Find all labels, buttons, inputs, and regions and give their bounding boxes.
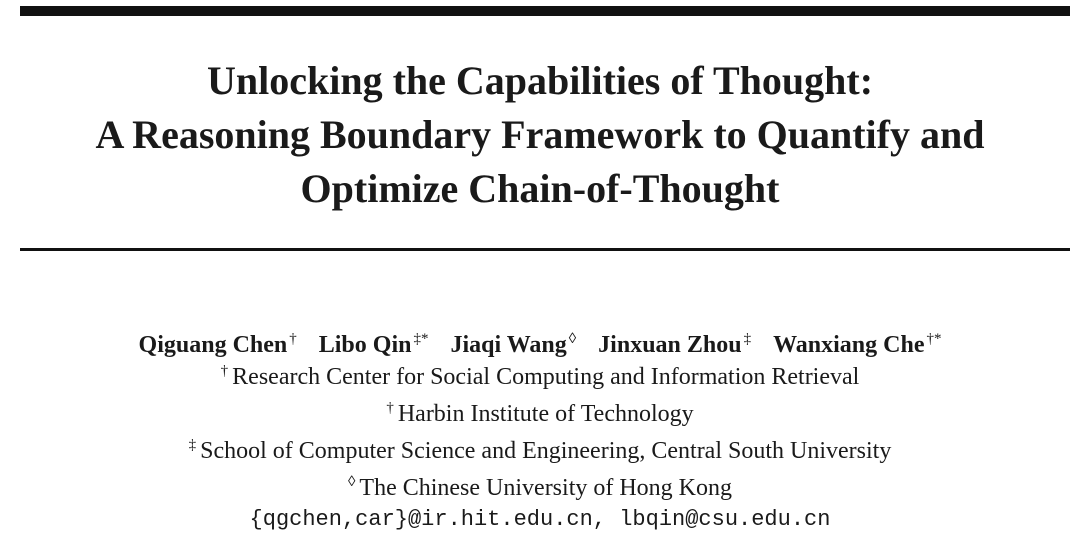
affiliation-text: Harbin Institute of Technology <box>397 401 694 427</box>
paper-title <box>0 54 1080 216</box>
affiliation-text: Research Center for Social Computing and Information Retrieval <box>232 364 860 390</box>
affiliation-mark: † <box>220 363 229 379</box>
author-affiliation-marks: † <box>289 331 297 347</box>
title-line-1: Unlocking the Capabilities of Thought: <box>206 58 874 103</box>
author-affiliation-marks: ◊ <box>568 331 577 347</box>
affiliation-mark: ‡ <box>188 437 197 453</box>
title-line-2: A Reasoning Boundary Framework to Quantify and <box>95 112 985 157</box>
author <box>598 324 751 360</box>
author-name: Qiguang Chen <box>138 332 288 358</box>
author <box>139 324 297 360</box>
affiliation <box>0 467 1080 504</box>
author-name: Jiaqi Wang <box>450 332 567 358</box>
affiliation-mark: ◊ <box>347 474 356 490</box>
affiliation-text: The Chinese University of Hong Kong <box>359 475 733 501</box>
affiliation <box>0 356 1080 393</box>
affiliation-mark: † <box>386 400 394 416</box>
author <box>773 324 941 360</box>
author-affiliation-marks: ‡* <box>413 331 429 347</box>
author <box>450 324 576 360</box>
author <box>319 324 429 360</box>
title-line-3: Optimize Chain-of-Thought <box>300 166 780 211</box>
author-name: Libo Qin <box>318 332 412 358</box>
affiliation-text: School of Computer Science and Engineering, Central South University <box>200 438 892 464</box>
affiliation-list <box>0 356 1080 535</box>
author-name: Jinxuan Zhou <box>598 332 742 358</box>
author-affiliation-marks: ‡ <box>743 331 752 347</box>
author-affiliation-marks: †* <box>926 331 942 347</box>
affiliation <box>0 430 1080 467</box>
bottom-rule <box>20 248 1070 251</box>
affiliation <box>0 393 1080 430</box>
contact-emails: {qgchen,car}@ir.hit.edu.cn, lbqin@csu.edu.cn <box>249 507 831 532</box>
author-name: Wanxiang Che <box>773 332 925 358</box>
author-list <box>0 324 1080 360</box>
top-rule <box>20 6 1070 16</box>
